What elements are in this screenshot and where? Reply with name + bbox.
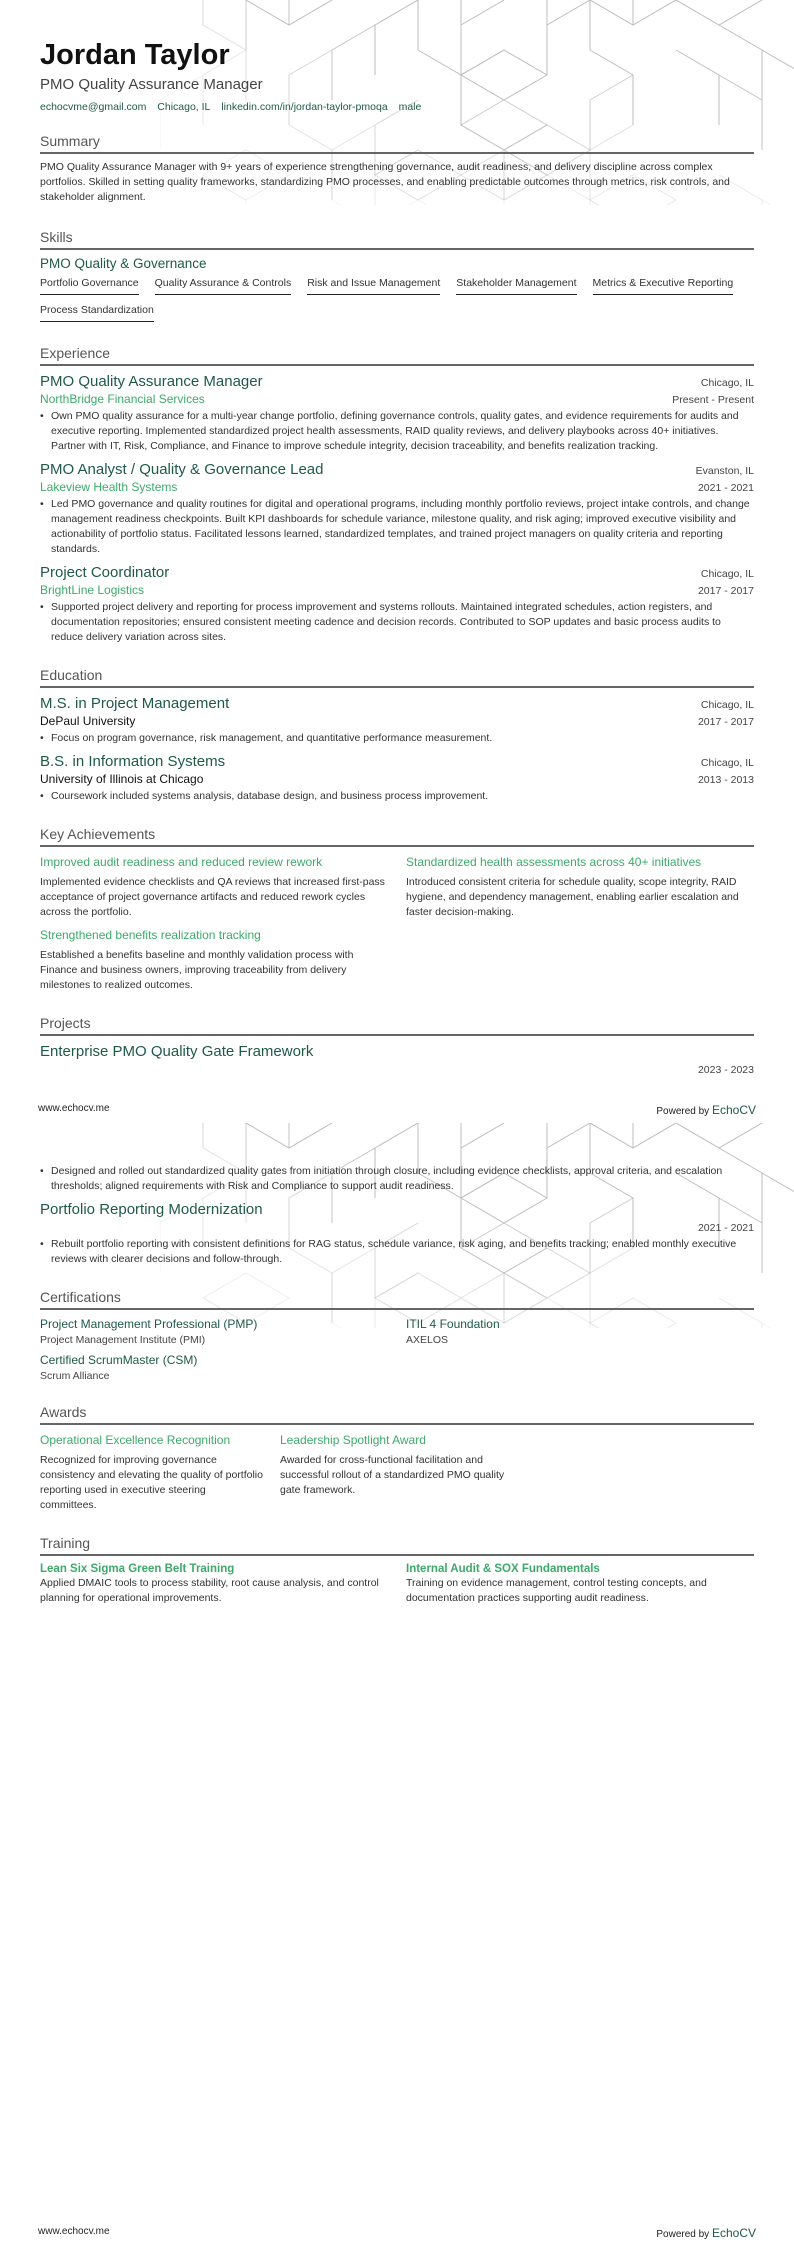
certification-issuer: Project Management Institute (PMI) — [40, 1334, 206, 1346]
certification-item — [40, 1310, 388, 1346]
skill-chip: Process Standardization — [40, 300, 154, 322]
contact-linkedin[interactable]: linkedin.com/in/jordan-taylor-pmoqa — [221, 101, 388, 113]
achievement-title: Strengthened benefits realization tracking — [40, 928, 261, 942]
training-text: Training on evidence management, control testing concepts, and documentation practices supporting audit readiness. — [406, 1577, 707, 1604]
job-bullet: • Supported project delivery and reporting for process improvement and systems rollouts. Maintained integrated schedules, action registers, and documentation repositories; ensured consistent meeting cadence and decision records. Contributed to SOP updates and basic process audits to reduce delivery variation across sites. — [40, 600, 754, 645]
achievement-text: Established a benefits baseline and monthly validation process with Finance and business owners, improving traceability from delivery milestones to realized outcomes. — [40, 949, 354, 991]
school-location: Chicago, IL — [700, 757, 754, 769]
school-name: University of Illinois at Chicago — [40, 772, 204, 786]
skill-group-title: PMO Quality & Governance — [40, 256, 207, 271]
achievement-text: Implemented evidence checklists and QA reviews that increased first-pass acceptance of project governance artifacts and reduced rework cycles across the portfolio. — [40, 876, 385, 918]
summary-text: PMO Quality Assurance Manager with 9+ years of experience strengthening governance, audit readiness, and delivery discipline across complex portfolios. Skilled in setting quality frameworks, standardizing PMO processes, and enabling predictable outcomes through metrics, risk controls, and stakeholder alignment. — [40, 161, 730, 203]
degree: B.S. in Information Systems — [40, 753, 226, 770]
achievements-grid — [40, 847, 754, 993]
project-dates: 2023 - 2023 — [697, 1064, 754, 1076]
skills-list — [40, 273, 754, 327]
education-bullet: • Focus on program governance, risk management, and quantitative performance measurement. — [40, 731, 754, 746]
achievement-text: Introduced consistent criteria for schedule quality, scope integrity, RAID hygiene, and dependency management, enabling earlier escalation and faster decision-making. — [406, 876, 739, 918]
education-dates: 2013 - 2013 — [697, 774, 754, 786]
training-text: Applied DMAIC tools to process stability, root cause analysis, and control planning for operational improvements. — [40, 1577, 379, 1604]
job-location: Evanston, IL — [695, 465, 754, 477]
contact-location: Chicago, IL — [157, 101, 211, 113]
company-name: NorthBridge Financial Services — [40, 392, 205, 406]
powered-by-label: Powered by — [656, 2229, 710, 2240]
page-2 — [0, 1123, 794, 2246]
job-dates: 2017 - 2017 — [697, 585, 754, 597]
award-text: Recognized for improving governance consistency and elevating the quality of portfolio reporting used in executive steering committees. — [40, 1454, 263, 1511]
awards-grid — [40, 1425, 754, 1513]
award-title: Leadership Spotlight Award — [280, 1433, 426, 1447]
job-dates: 2021 - 2021 — [697, 482, 754, 494]
footer-powered — [656, 2226, 756, 2240]
project-bullet: • Rebuilt portfolio reporting with consistent definitions for RAG status, schedule variance, risk aging, and benefits tracking; enabled monthly executive reviews with clearer decisions and follow-through. — [40, 1237, 754, 1267]
contact-info — [40, 101, 754, 113]
company-name: BrightLine Logistics — [40, 583, 145, 597]
section-heading-education: Education — [40, 667, 754, 688]
certification-item — [406, 1310, 754, 1346]
achievement-item — [40, 920, 388, 993]
section-heading-skills: Skills — [40, 229, 754, 250]
brand-logo[interactable]: EchoCV — [711, 2226, 756, 2240]
education-bullet: • Coursework included systems analysis, database design, and business process improvement. — [40, 789, 754, 804]
certification-item — [40, 1346, 388, 1382]
achievement-title: Improved audit readiness and reduced review rework — [40, 855, 323, 869]
page-footer — [38, 2226, 756, 2240]
section-heading-certifications: Certifications — [40, 1289, 754, 1310]
degree: M.S. in Project Management — [40, 695, 230, 712]
achievement-item — [406, 847, 754, 920]
school-location: Chicago, IL — [700, 699, 754, 711]
award-item — [280, 1425, 505, 1513]
certification-name: Certified ScrumMaster (CSM) — [40, 1353, 198, 1367]
job-bullet: • Own PMO quality assurance for a multi-year change portfolio, defining governance controls, quality gates, and evidence requirements for audits and executive reporting. Implemented standardized project health assessments, RAID quality reviews, and delivery playbooks across 40+ initiatives. Partner with IT, Risk, Compliance, and Finance to improve schedule integrity, decision traceability, and benefits realization tracking. — [40, 409, 754, 454]
brand-logo[interactable]: EchoCV — [711, 1103, 756, 1117]
certification-issuer: Scrum Alliance — [40, 1370, 110, 1382]
section-heading-training: Training — [40, 1535, 754, 1556]
award-item — [40, 1425, 265, 1513]
certifications-grid — [40, 1310, 754, 1382]
skill-chip: Stakeholder Management — [456, 273, 576, 295]
page-footer — [38, 1103, 756, 1117]
certification-name: Project Management Professional (PMP) — [40, 1317, 258, 1331]
company-name: Lakeview Health Systems — [40, 480, 178, 494]
project-dates: 2021 - 2021 — [697, 1222, 754, 1234]
experience-entry — [40, 454, 754, 557]
certification-issuer: AXELOS — [406, 1334, 449, 1346]
job-location: Chicago, IL — [700, 377, 754, 389]
award-text: Awarded for cross-functional facilitation and successful rollout of a standardized PMO quality gate framework. — [280, 1454, 505, 1496]
education-entry — [40, 688, 754, 746]
project-bullet: • Designed and rolled out standardized quality gates from initiation through closure, including evidence checklists, approval criteria, and escalation thresholds; aligned requirements with Risk and Compliance to support audit readiness. — [40, 1164, 754, 1194]
section-heading-summary: Summary — [40, 133, 754, 154]
section-heading-experience: Experience — [40, 345, 754, 366]
section-heading-awards: Awards — [40, 1404, 754, 1425]
job-title: PMO Quality Assurance Manager — [40, 373, 263, 390]
training-title: Internal Audit & SOX Fundamentals — [406, 1563, 600, 1575]
job-title: Project Coordinator — [40, 564, 170, 581]
education-dates: 2017 - 2017 — [697, 716, 754, 728]
skill-chip: Metrics & Executive Reporting — [593, 273, 734, 295]
achievement-title: Standardized health assessments across 40+ initiatives — [406, 855, 702, 869]
education-entry — [40, 746, 754, 804]
award-title: Operational Excellence Recognition — [40, 1433, 231, 1447]
powered-by-label: Powered by — [656, 1106, 710, 1117]
training-title: Lean Six Sigma Green Belt Training — [40, 1563, 235, 1575]
job-title: PMO Analyst / Quality & Governance Lead — [40, 461, 324, 478]
training-item — [406, 1556, 754, 1606]
skill-chip: Risk and Issue Management — [307, 273, 440, 295]
contact-gender: male — [398, 101, 422, 113]
skill-chip: Portfolio Governance — [40, 273, 139, 295]
candidate-name: Jordan Taylor — [40, 39, 230, 71]
skill-chip: Quality Assurance & Controls — [155, 273, 292, 295]
footer-powered — [656, 1103, 756, 1117]
section-heading-achievements: Key Achievements — [40, 826, 754, 847]
footer-url[interactable]: www.echocv.me — [38, 1103, 110, 1114]
training-item — [40, 1556, 388, 1606]
project-title: Enterprise PMO Quality Gate Framework — [40, 1043, 314, 1060]
job-dates: Present - Present — [672, 394, 754, 406]
contact-email[interactable]: echocvme@gmail.com — [40, 101, 147, 113]
candidate-title: PMO Quality Assurance Manager — [40, 76, 263, 93]
job-location: Chicago, IL — [700, 568, 754, 580]
footer-url[interactable]: www.echocv.me — [38, 2226, 110, 2237]
experience-entry — [40, 557, 754, 645]
certification-name: ITIL 4 Foundation — [406, 1317, 500, 1331]
project-title: Portfolio Reporting Modernization — [40, 1201, 263, 1218]
experience-entry — [40, 366, 754, 454]
training-grid — [40, 1556, 754, 1606]
achievement-item — [40, 847, 388, 920]
section-heading-projects: Projects — [40, 1015, 754, 1036]
job-bullet: • Led PMO governance and quality routines for digital and operational programs, including monthly portfolio reviews, project intake controls, and change management readiness checkpoints. Built KPI dashboards for schedule variance, milestone quality, and risk aging; improved executive visibility and actionability of portfolio status. Facilitated lessons learned, standardized templates, and trained project managers on quality criteria and reporting standards. — [40, 497, 754, 557]
school-name: DePaul University — [40, 714, 136, 728]
